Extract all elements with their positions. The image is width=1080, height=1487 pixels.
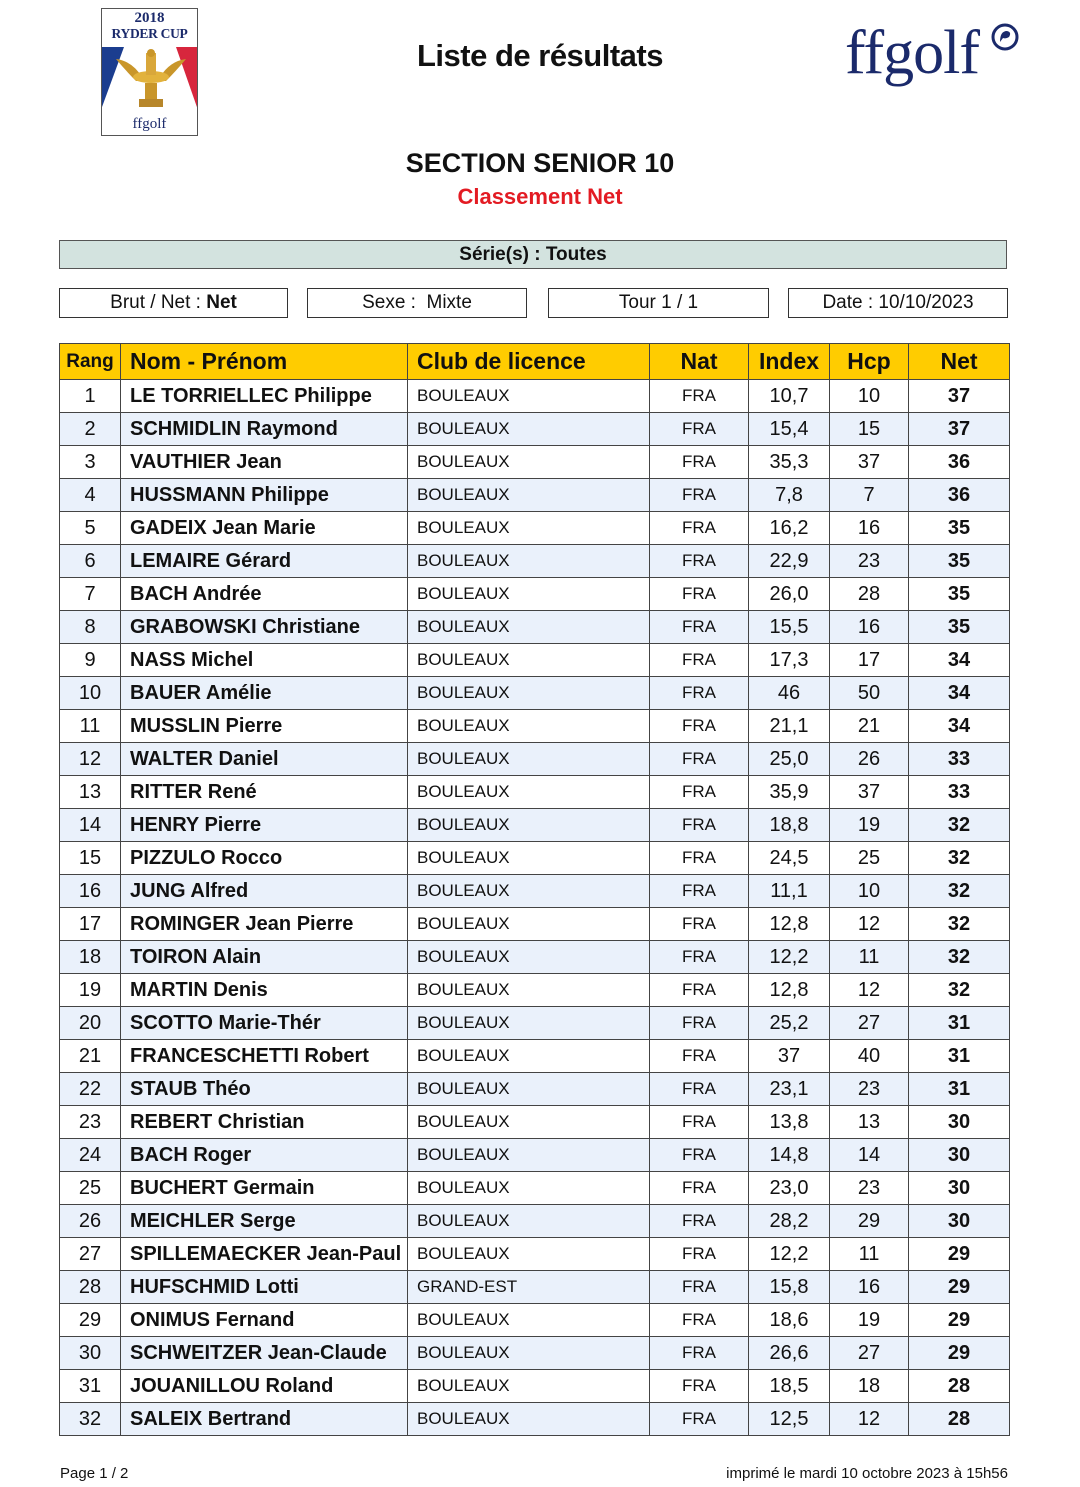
- cell-club: BOULEAUX: [408, 479, 650, 512]
- cell-hcp: 23: [830, 1172, 909, 1205]
- table-row: [60, 512, 1010, 545]
- cell-net: 32: [909, 842, 1010, 875]
- col-header-hcp: Hcp: [830, 344, 909, 380]
- cell-club: BOULEAUX: [408, 1238, 650, 1271]
- cell-club: BOULEAUX: [408, 446, 650, 479]
- cell-name: LE TORRIELLEC Philippe: [121, 380, 408, 413]
- cell-club: BOULEAUX: [408, 842, 650, 875]
- cell-name: ROMINGER Jean Pierre: [121, 908, 408, 941]
- section-title: SECTION SENIOR 10: [405, 148, 675, 178]
- classement-subtitle: Classement Net: [457, 184, 623, 209]
- cell-index: 24,5: [749, 842, 830, 875]
- cell-rang: 31: [60, 1370, 121, 1403]
- cell-nat: FRA: [650, 677, 749, 710]
- cell-hcp: 12: [830, 908, 909, 941]
- cell-nat: FRA: [650, 1073, 749, 1106]
- cell-index: 12,2: [749, 1238, 830, 1271]
- cell-hcp: 37: [830, 776, 909, 809]
- cell-index: 15,4: [749, 413, 830, 446]
- cell-nat: FRA: [650, 1172, 749, 1205]
- cell-club: BOULEAUX: [408, 974, 650, 1007]
- col-header-nat: Nat: [650, 344, 749, 380]
- cell-rang: 2: [60, 413, 121, 446]
- cell-name: ONIMUS Fernand: [121, 1304, 408, 1337]
- cell-rang: 24: [60, 1139, 121, 1172]
- registered-rooster-icon: [990, 22, 1020, 52]
- cell-club: BOULEAUX: [408, 1403, 650, 1436]
- table-row: [60, 1370, 1010, 1403]
- cell-club: BOULEAUX: [408, 1337, 650, 1370]
- table-row: [60, 545, 1010, 578]
- cell-name: SCHMIDLIN Raymond: [121, 413, 408, 446]
- cell-index: 25,0: [749, 743, 830, 776]
- cell-club: BOULEAUX: [408, 1172, 650, 1205]
- cell-net: 33: [909, 743, 1010, 776]
- cell-nat: FRA: [650, 1238, 749, 1271]
- cell-net: 32: [909, 941, 1010, 974]
- cell-club: BOULEAUX: [408, 413, 650, 446]
- cell-index: 15,5: [749, 611, 830, 644]
- cell-rang: 29: [60, 1304, 121, 1337]
- table-row: [60, 710, 1010, 743]
- brut-net-value: Net: [206, 292, 237, 313]
- cell-index: 13,8: [749, 1106, 830, 1139]
- table-row: [60, 611, 1010, 644]
- cell-club: BOULEAUX: [408, 1139, 650, 1172]
- cell-nat: FRA: [650, 1139, 749, 1172]
- cell-rang: 1: [60, 380, 121, 413]
- cell-name: JUNG Alfred: [121, 875, 408, 908]
- cell-net: 34: [909, 677, 1010, 710]
- cell-nat: FRA: [650, 1007, 749, 1040]
- cell-nat: FRA: [650, 1304, 749, 1337]
- cell-rang: 30: [60, 1337, 121, 1370]
- cell-hcp: 27: [830, 1007, 909, 1040]
- cell-club: BOULEAUX: [408, 941, 650, 974]
- cell-rang: 28: [60, 1271, 121, 1304]
- cell-nat: FRA: [650, 875, 749, 908]
- cell-net: 35: [909, 512, 1010, 545]
- cell-rang: 5: [60, 512, 121, 545]
- table-row: [60, 1337, 1010, 1370]
- cell-rang: 7: [60, 578, 121, 611]
- table-row: [60, 875, 1010, 908]
- table-row: [60, 842, 1010, 875]
- cell-hcp: 26: [830, 743, 909, 776]
- cell-name: BACH Andrée: [121, 578, 408, 611]
- cell-rang: 12: [60, 743, 121, 776]
- table-row: [60, 1139, 1010, 1172]
- table-row: [60, 743, 1010, 776]
- cell-name: GADEIX Jean Marie: [121, 512, 408, 545]
- table-row: [60, 1172, 1010, 1205]
- cell-net: 29: [909, 1271, 1010, 1304]
- cell-nat: FRA: [650, 380, 749, 413]
- cell-index: 12,8: [749, 974, 830, 1007]
- cell-name: FRANCESCHETTI Robert: [121, 1040, 408, 1073]
- table-row: [60, 1271, 1010, 1304]
- table-row: [60, 1007, 1010, 1040]
- table-row: [60, 974, 1010, 1007]
- cell-name: SALEIX Bertrand: [121, 1403, 408, 1436]
- cell-index: 46: [749, 677, 830, 710]
- cell-nat: FRA: [650, 611, 749, 644]
- cell-net: 30: [909, 1205, 1010, 1238]
- cell-hcp: 10: [830, 380, 909, 413]
- cell-rang: 3: [60, 446, 121, 479]
- cell-hcp: 40: [830, 1040, 909, 1073]
- cell-hcp: 23: [830, 545, 909, 578]
- cell-name: STAUB Théo: [121, 1073, 408, 1106]
- cell-index: 10,7: [749, 380, 830, 413]
- cell-index: 22,9: [749, 545, 830, 578]
- cell-nat: FRA: [650, 842, 749, 875]
- cell-hcp: 16: [830, 512, 909, 545]
- cell-name: MEICHLER Serge: [121, 1205, 408, 1238]
- cell-name: LEMAIRE Gérard: [121, 545, 408, 578]
- cell-nat: FRA: [650, 974, 749, 1007]
- cell-index: 35,3: [749, 446, 830, 479]
- cell-hcp: 19: [830, 1304, 909, 1337]
- cell-net: 37: [909, 380, 1010, 413]
- cell-hcp: 19: [830, 809, 909, 842]
- cell-club: BOULEAUX: [408, 1007, 650, 1040]
- cell-hcp: 28: [830, 578, 909, 611]
- cell-net: 30: [909, 1106, 1010, 1139]
- cell-club: BOULEAUX: [408, 644, 650, 677]
- cell-net: 28: [909, 1370, 1010, 1403]
- cell-net: 34: [909, 644, 1010, 677]
- cell-hcp: 10: [830, 875, 909, 908]
- cell-club: GRAND-EST: [408, 1271, 650, 1304]
- cell-club: BOULEAUX: [408, 677, 650, 710]
- sexe-filter: Sexe : Mixte: [307, 288, 527, 318]
- cell-club: BOULEAUX: [408, 809, 650, 842]
- col-header-rang: Rang: [60, 344, 121, 380]
- cell-nat: FRA: [650, 644, 749, 677]
- cell-rang: 22: [60, 1073, 121, 1106]
- cell-rang: 21: [60, 1040, 121, 1073]
- cell-nat: FRA: [650, 1040, 749, 1073]
- cell-rang: 27: [60, 1238, 121, 1271]
- cell-nat: FRA: [650, 941, 749, 974]
- cell-hcp: 18: [830, 1370, 909, 1403]
- cell-club: BOULEAUX: [408, 776, 650, 809]
- cell-index: 18,6: [749, 1304, 830, 1337]
- cell-name: WALTER Daniel: [121, 743, 408, 776]
- cell-name: JOUANILLOU Roland: [121, 1370, 408, 1403]
- cell-club: BOULEAUX: [408, 1304, 650, 1337]
- cell-hcp: 13: [830, 1106, 909, 1139]
- cell-index: 12,2: [749, 941, 830, 974]
- table-row: [60, 1106, 1010, 1139]
- cell-index: 18,5: [749, 1370, 830, 1403]
- cell-nat: FRA: [650, 446, 749, 479]
- cell-rang: 17: [60, 908, 121, 941]
- table-row: [60, 776, 1010, 809]
- cell-nat: FRA: [650, 512, 749, 545]
- cell-rang: 26: [60, 1205, 121, 1238]
- col-header-nom: Nom - Prénom: [121, 344, 408, 380]
- ffgolf-logo: ffgolf: [845, 19, 980, 87]
- cell-club: BOULEAUX: [408, 1073, 650, 1106]
- cell-hcp: 11: [830, 941, 909, 974]
- table-row: [60, 908, 1010, 941]
- cell-hcp: 29: [830, 1205, 909, 1238]
- cell-rang: 23: [60, 1106, 121, 1139]
- cell-hcp: 12: [830, 974, 909, 1007]
- cell-index: 26,0: [749, 578, 830, 611]
- cell-net: 31: [909, 1007, 1010, 1040]
- cell-nat: FRA: [650, 1403, 749, 1436]
- cell-hcp: 11: [830, 1238, 909, 1271]
- cell-net: 36: [909, 446, 1010, 479]
- cell-net: 31: [909, 1073, 1010, 1106]
- cell-name: MUSSLIN Pierre: [121, 710, 408, 743]
- cell-club: BOULEAUX: [408, 578, 650, 611]
- cell-net: 30: [909, 1139, 1010, 1172]
- col-header-index: Index: [749, 344, 830, 380]
- cell-index: 28,2: [749, 1205, 830, 1238]
- cell-hcp: 17: [830, 644, 909, 677]
- results-table: [59, 343, 1010, 1436]
- cell-nat: FRA: [650, 1271, 749, 1304]
- cell-hcp: 21: [830, 710, 909, 743]
- cell-name: BUCHERT Germain: [121, 1172, 408, 1205]
- table-row: [60, 1304, 1010, 1337]
- cell-net: 29: [909, 1238, 1010, 1271]
- cell-index: 7,8: [749, 479, 830, 512]
- table-row: [60, 941, 1010, 974]
- cell-nat: FRA: [650, 908, 749, 941]
- cell-nat: FRA: [650, 743, 749, 776]
- cell-club: BOULEAUX: [408, 908, 650, 941]
- cell-name: BACH Roger: [121, 1139, 408, 1172]
- cell-index: 25,2: [749, 1007, 830, 1040]
- cell-hcp: 25: [830, 842, 909, 875]
- cell-name: PIZZULO Rocco: [121, 842, 408, 875]
- table-row: [60, 644, 1010, 677]
- cell-rang: 20: [60, 1007, 121, 1040]
- cell-name: HENRY Pierre: [121, 809, 408, 842]
- cell-net: 33: [909, 776, 1010, 809]
- cell-club: BOULEAUX: [408, 743, 650, 776]
- cell-rang: 15: [60, 842, 121, 875]
- table-row: [60, 1205, 1010, 1238]
- table-row: [60, 413, 1010, 446]
- cell-nat: FRA: [650, 1370, 749, 1403]
- table-row: [60, 677, 1010, 710]
- table-row: [60, 446, 1010, 479]
- cell-club: BOULEAUX: [408, 1040, 650, 1073]
- cell-club: BOULEAUX: [408, 875, 650, 908]
- cell-club: BOULEAUX: [408, 710, 650, 743]
- cell-name: SCHWEITZER Jean-Claude: [121, 1337, 408, 1370]
- cell-rang: 10: [60, 677, 121, 710]
- table-row: [60, 1403, 1010, 1436]
- cell-index: 14,8: [749, 1139, 830, 1172]
- cell-net: 37: [909, 413, 1010, 446]
- date-filter: Date : 10/10/2023: [788, 288, 1008, 318]
- cell-index: 12,5: [749, 1403, 830, 1436]
- cell-hcp: 16: [830, 1271, 909, 1304]
- header-row: [60, 344, 1010, 380]
- table-row: [60, 380, 1010, 413]
- cell-rang: 16: [60, 875, 121, 908]
- page-title: Liste de résultats: [417, 38, 663, 73]
- cell-club: BOULEAUX: [408, 1106, 650, 1139]
- cell-index: 37: [749, 1040, 830, 1073]
- results-body: [60, 380, 1010, 1436]
- cell-nat: FRA: [650, 413, 749, 446]
- cell-net: 29: [909, 1304, 1010, 1337]
- table-row: [60, 809, 1010, 842]
- cell-index: 26,6: [749, 1337, 830, 1370]
- cell-name: MARTIN Denis: [121, 974, 408, 1007]
- cell-rang: 18: [60, 941, 121, 974]
- table-row: [60, 1238, 1010, 1271]
- table-row: [60, 578, 1010, 611]
- cell-nat: FRA: [650, 710, 749, 743]
- cell-club: BOULEAUX: [408, 380, 650, 413]
- cell-hcp: 23: [830, 1073, 909, 1106]
- cell-name: GRABOWSKI Christiane: [121, 611, 408, 644]
- cell-net: 32: [909, 974, 1010, 1007]
- brut-net-filter: [59, 288, 288, 318]
- cell-club: BOULEAUX: [408, 1370, 650, 1403]
- cell-index: 23,1: [749, 1073, 830, 1106]
- cell-hcp: 37: [830, 446, 909, 479]
- cell-net: 35: [909, 545, 1010, 578]
- cell-index: 16,2: [749, 512, 830, 545]
- cell-net: 29: [909, 1337, 1010, 1370]
- cell-rang: 6: [60, 545, 121, 578]
- cell-rang: 8: [60, 611, 121, 644]
- cell-rang: 9: [60, 644, 121, 677]
- cell-rang: 11: [60, 710, 121, 743]
- cell-index: 15,8: [749, 1271, 830, 1304]
- cell-hcp: 15: [830, 413, 909, 446]
- ryder-name: RYDER CUP: [111, 26, 188, 41]
- cell-nat: FRA: [650, 578, 749, 611]
- cell-name: NASS Michel: [121, 644, 408, 677]
- cell-hcp: 16: [830, 611, 909, 644]
- series-bar: Série(s) : Toutes: [59, 240, 1007, 269]
- cell-net: 32: [909, 875, 1010, 908]
- cell-nat: FRA: [650, 1205, 749, 1238]
- cell-net: 28: [909, 1403, 1010, 1436]
- cell-net: 35: [909, 611, 1010, 644]
- cell-net: 31: [909, 1040, 1010, 1073]
- print-date: imprimé le mardi 10 octobre 2023 à 15h56: [726, 1465, 1008, 1482]
- cell-hcp: 12: [830, 1403, 909, 1436]
- cell-index: 35,9: [749, 776, 830, 809]
- cell-net: 36: [909, 479, 1010, 512]
- cell-net: 34: [909, 710, 1010, 743]
- cell-hcp: 27: [830, 1337, 909, 1370]
- col-header-net: Net: [909, 344, 1010, 380]
- ryder-ffgolf-text: ffgolf: [132, 116, 167, 132]
- cell-nat: FRA: [650, 1106, 749, 1139]
- cell-club: BOULEAUX: [408, 512, 650, 545]
- page-number: Page 1 / 2: [60, 1465, 129, 1482]
- cell-net: 32: [909, 908, 1010, 941]
- cell-nat: FRA: [650, 776, 749, 809]
- table-row: [60, 1073, 1010, 1106]
- cell-club: BOULEAUX: [408, 545, 650, 578]
- brut-net-label: Brut / Net :: [110, 292, 201, 313]
- cell-net: 32: [909, 809, 1010, 842]
- cell-index: 23,0: [749, 1172, 830, 1205]
- cell-name: SCOTTO Marie-Thér: [121, 1007, 408, 1040]
- cell-hcp: 50: [830, 677, 909, 710]
- cell-rang: 25: [60, 1172, 121, 1205]
- cell-nat: FRA: [650, 545, 749, 578]
- cell-nat: FRA: [650, 1337, 749, 1370]
- cell-club: BOULEAUX: [408, 1205, 650, 1238]
- cell-rang: 32: [60, 1403, 121, 1436]
- cell-index: 12,8: [749, 908, 830, 941]
- cell-hcp: 7: [830, 479, 909, 512]
- cell-hcp: 14: [830, 1139, 909, 1172]
- table-row: [60, 1040, 1010, 1073]
- cell-name: RITTER René: [121, 776, 408, 809]
- cell-name: BAUER Amélie: [121, 677, 408, 710]
- cell-rang: 13: [60, 776, 121, 809]
- cell-name: SPILLEMAECKER Jean-Paul: [121, 1238, 408, 1271]
- cell-name: TOIRON Alain: [121, 941, 408, 974]
- cell-net: 35: [909, 578, 1010, 611]
- cell-rang: 14: [60, 809, 121, 842]
- col-header-club: Club de licence: [408, 344, 650, 380]
- cell-net: 30: [909, 1172, 1010, 1205]
- cell-name: REBERT Christian: [121, 1106, 408, 1139]
- cell-nat: FRA: [650, 479, 749, 512]
- cell-nat: FRA: [650, 809, 749, 842]
- cell-name: VAUTHIER Jean: [121, 446, 408, 479]
- cell-club: BOULEAUX: [408, 611, 650, 644]
- cell-index: 18,8: [749, 809, 830, 842]
- cell-index: 11,1: [749, 875, 830, 908]
- ryder-year: 2018: [134, 10, 165, 26]
- cell-name: HUSSMANN Philippe: [121, 479, 408, 512]
- cell-index: 17,3: [749, 644, 830, 677]
- tour-filter: Tour 1 / 1: [548, 288, 769, 318]
- cell-name: HUFSCHMID Lotti: [121, 1271, 408, 1304]
- table-row: [60, 479, 1010, 512]
- cell-rang: 4: [60, 479, 121, 512]
- cell-index: 21,1: [749, 710, 830, 743]
- cell-rang: 19: [60, 974, 121, 1007]
